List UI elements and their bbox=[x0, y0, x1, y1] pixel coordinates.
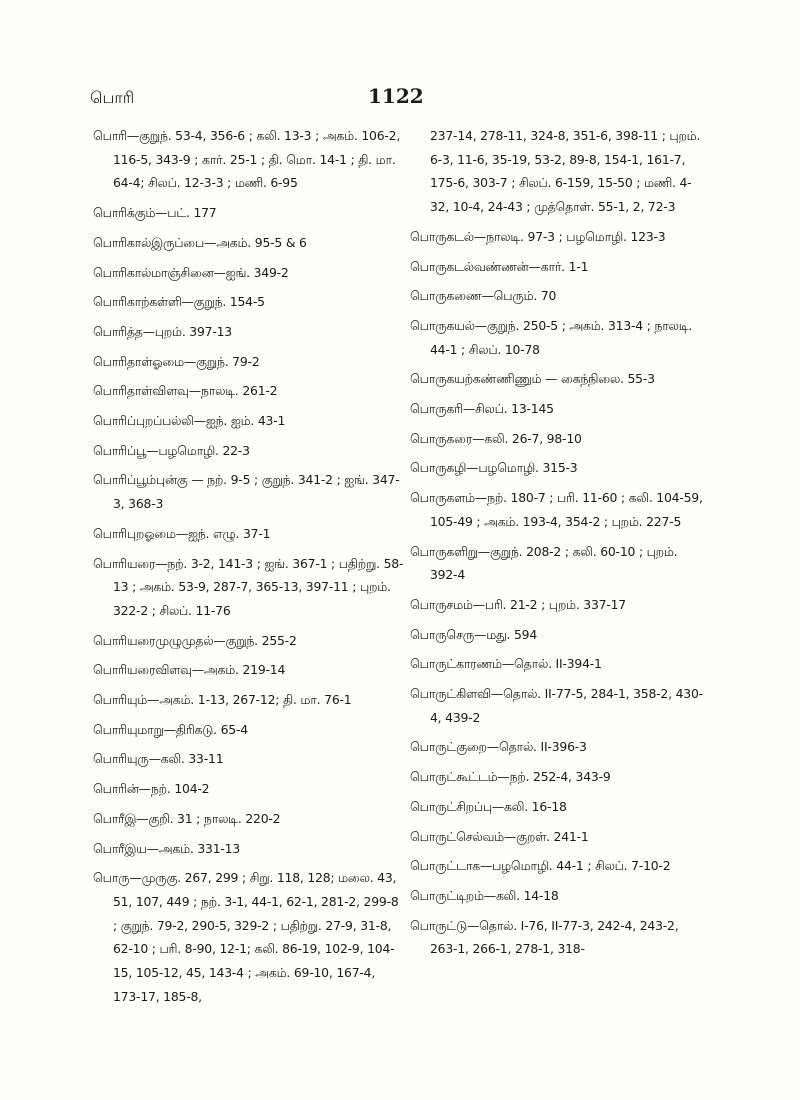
index-entry: பொருட்டிறம்—கலி. 14-18 bbox=[410, 887, 559, 903]
index-entry: பொருசெரு—மது. 594 bbox=[410, 626, 538, 642]
index-entry: பொருகயற்கண்ணிணும் — கைந்நிலை. 55-3 bbox=[410, 371, 655, 387]
left-column bbox=[93, 124, 405, 1015]
index-entry: பொரீஇ—குறி. 31 ; நாலடி. 220-2 bbox=[93, 810, 281, 826]
index-entry: பொரியரைவிளவு—அகம். 219-14 bbox=[93, 662, 286, 678]
index-entry: பொரின்—நற். 104-2 bbox=[93, 781, 210, 797]
index-entry: பொருட்கிளவி—தொல். II-77-5, 284-1, 358-2, 430-4, 439-2 bbox=[410, 686, 703, 725]
index-entry: பொருட்சிறப்பு—கலி. 16-18 bbox=[410, 798, 567, 814]
index-entry: பொரியரைமுழுமுதல்—குறுந். 255-2 bbox=[93, 632, 297, 648]
index-entry: பொரியும்—அகம். 1-13, 267-12; தி. மா. 76-1 bbox=[93, 692, 352, 708]
index-entry: பொருட்டாக—பழமொழி. 44-1 ; சிலப். 7-10-2 bbox=[410, 858, 671, 874]
index-entry: பொரி—குறுந். 53-4, 356-6 ; கலி. 13-3 ; அகம். 106-2, 116-5, 343-9 ; கார். 25-1 ; தி. மொ. 14-1 ; தி. மா. 64-4; சிலப். 12-3-3 ; மணி. 6-95 bbox=[93, 128, 401, 191]
index-entry: பொரிகால்இருப்பை—அகம். 95-5 & 6 bbox=[93, 234, 307, 250]
index-entry: பொரியுரு—கலி. 33-11 bbox=[93, 751, 224, 767]
index-entry: பொரிபுறஓமை—ஐந். எழு. 37-1 bbox=[93, 525, 271, 541]
index-entry: பொரிப்புறப்பல்லி—ஐந். ஐம். 43-1 bbox=[93, 413, 286, 429]
index-entry: பொருகரி—சிலப். 13-145 bbox=[410, 401, 554, 417]
index-entry: பொருகயல்—குறுந். 250-5 ; அகம். 313-4 ; நாலடி. 44-1 ; சிலப். 10-78 bbox=[410, 317, 693, 357]
index-entry: பொருட்செல்வம்—குறள். 241-1 bbox=[410, 828, 589, 844]
index-entry: பொரியரை—நற். 3-2, 141-3 ; ஐங். 367-1 ; பதிற்று. 58-13 ; அகம். 53-9, 287-7, 365-13, 397-11 ; புறம். 322-2 ; சிலப். 11-76 bbox=[93, 555, 404, 618]
index-entry: பொருட்குறை—தொல். II-396-3 bbox=[410, 739, 587, 755]
index-entry: பொருட்காரணம்—தொல். II-394-1 bbox=[410, 656, 602, 672]
index-entry: பொருசமம்—பரி. 21-2 ; புறம். 337-17 bbox=[410, 596, 626, 612]
index-entry: பொரிதாள்ஓமை—குறுந். 79-2 bbox=[93, 353, 260, 369]
right-column bbox=[410, 124, 708, 967]
index-entry: பொரீஇய—அகம். 331-13 bbox=[93, 840, 241, 856]
index-entry: பொருகணை—பெரும். 70 bbox=[410, 288, 557, 304]
running-head: பொரி bbox=[90, 88, 135, 107]
index-entry: பொரிதாள்விளவு—நாலடி. 261-2 bbox=[93, 383, 278, 399]
index-entry: பொருகடல்வண்ணன்—கார். 1-1 bbox=[410, 258, 589, 274]
index-entry: பொருகரை—கலி. 26-7, 98-10 bbox=[410, 430, 582, 446]
index-entry: பொருகளம்—நற். 180-7 ; பரி. 11-60 ; கலி. 104-59, 105-49 ; அகம். 193-4, 354-2 ; புறம். 227-5 bbox=[410, 490, 703, 529]
index-entry: பொருட்டு—தொல். I-76, II-77-3, 242-4, 243-2, 263-1, 266-1, 278-1, 318- bbox=[410, 917, 679, 957]
index-entry: பொருகடல்—நாலடி. 97-3 ; பழமொழி. 123-3 bbox=[410, 228, 666, 244]
index-entry: பொரு—முருகு. 267, 299 ; சிறு. 118, 128; மலை. 43, 51, 107, 449 ; நற். 3-1, 44-1, 62-1, 281-2, 299-8 ; குறுந். 79-2, 290-5, 329-2 ; பதிற்று. 27-9, 31-8, 62-10 ; பரி. 8-90, 12-1; கலி. 86-19, 102-9, 104-15, 105-12, 45, 143-4 ; அகம். 69-10, 167-4, 173-17, 185-8, bbox=[93, 870, 399, 1004]
index-entry: பொரிகாற்கள்ளி—குறுந். 154-5 bbox=[93, 294, 265, 310]
index-entry: பொரித்த—புறம். 397-13 bbox=[93, 323, 232, 339]
index-entry: பொரிப்பூம்புன்கு — நற். 9-5 ; குறுந். 341-2 ; ஐங். 347-3, 368-3 bbox=[93, 472, 400, 512]
index-entry: பொரிக்கும்—பட். 177 bbox=[93, 205, 217, 221]
index-entry: பொரியுமாறு—திரிகடு. 65-4 bbox=[93, 721, 248, 737]
index-entry: பொருட்கூட்டம்—நற். 252-4, 343-9 bbox=[410, 769, 611, 785]
index-entry-continued: 237-14, 278-11, 324-8, 351-6, 398-11 ; புறம். 6-3, 11-6, 35-19, 53-2, 89-8, 154-1, 161-7, 175-6, 303-7 ; சிலப். 6-159, 15-50 ; மணி. 4-32, 10-4, 24-43 ; முத்தொள். 55-1, 2, 72-3 bbox=[430, 128, 701, 215]
index-entry: பொருகழி—பழமொழி. 315-3 bbox=[410, 460, 578, 476]
index-entry: பொரிப்பூ—பழமொழி. 22-3 bbox=[93, 442, 250, 458]
index-entry: பொரிகால்மாஞ்சினை—ஐங். 349-2 bbox=[93, 264, 289, 280]
page-number: 1122 bbox=[368, 84, 424, 108]
index-entry: பொருகளிறு—குறுந். 208-2 ; கலி. 60-10 ; புறம். 392-4 bbox=[410, 543, 678, 583]
